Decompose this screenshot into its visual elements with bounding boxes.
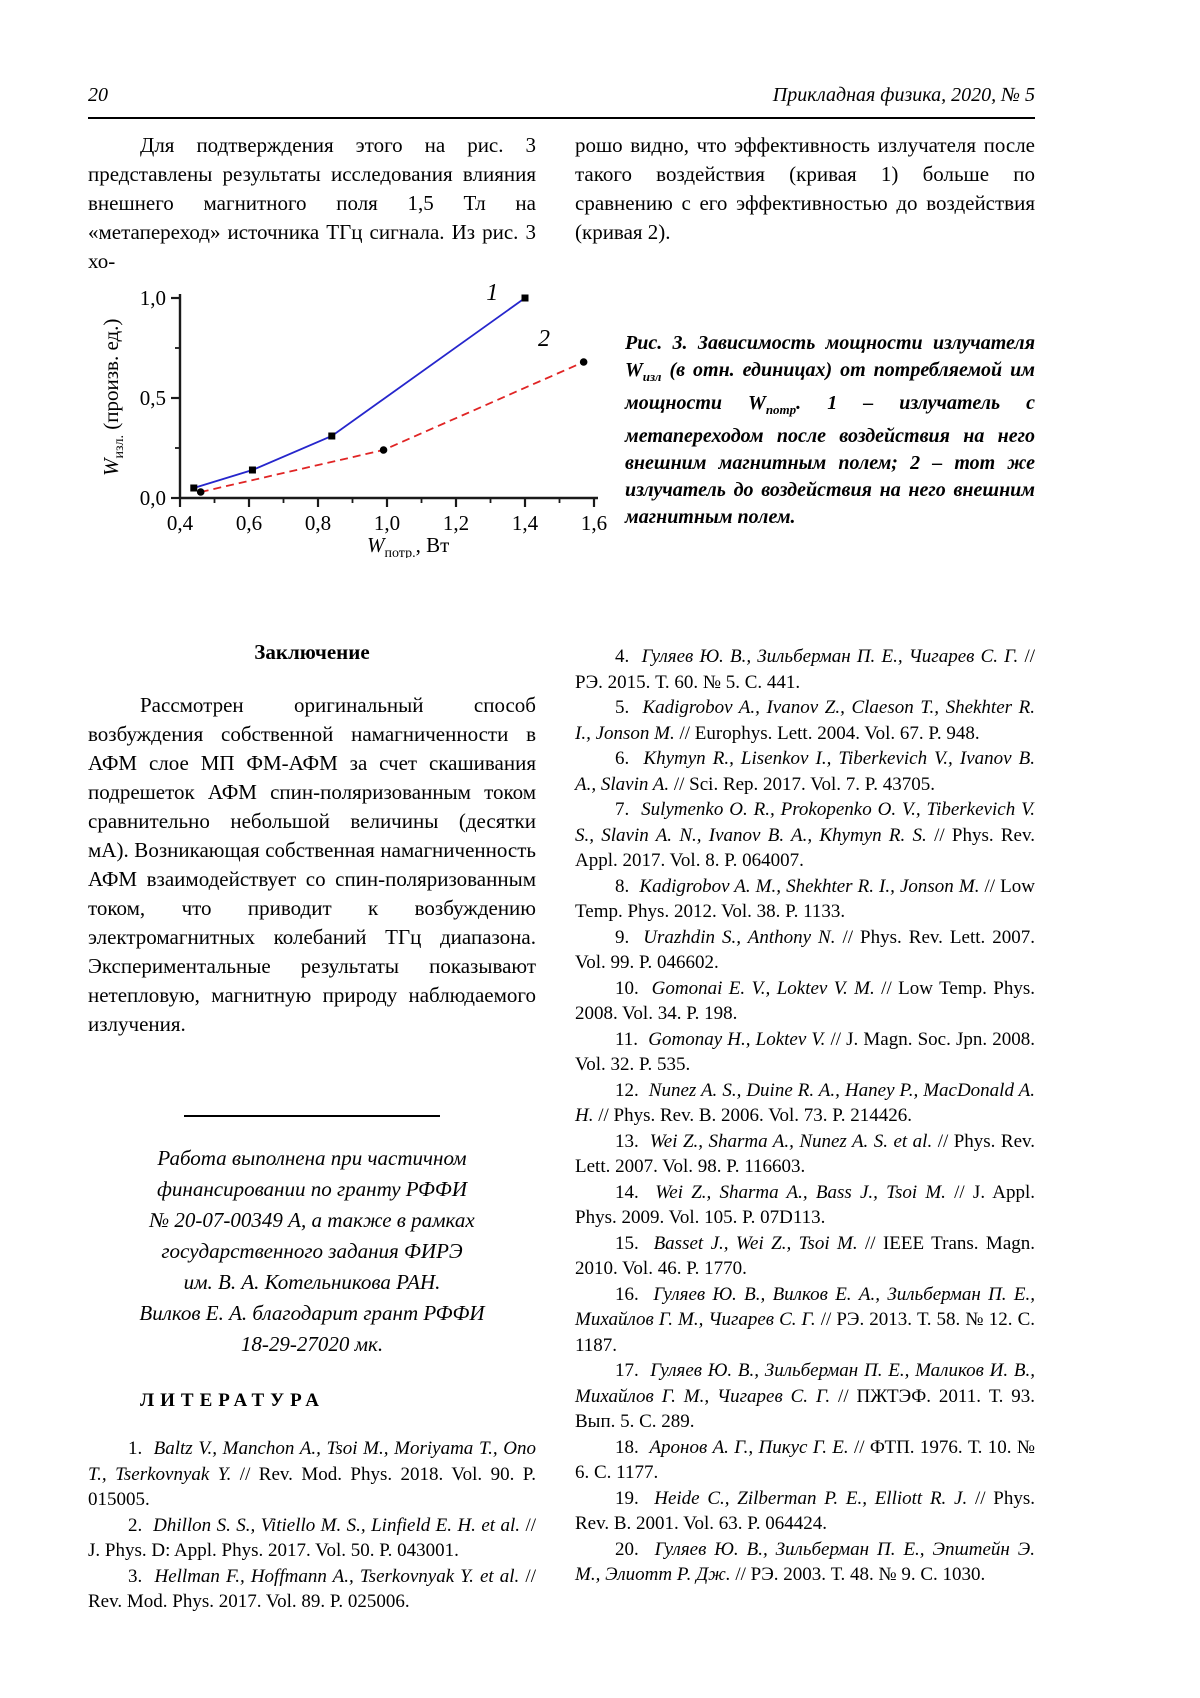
reference-item: 3. Hellman F., Hoffmann A., Tserkovnyak Y. et al. // Rev. Mod. Phys. 2017. Vol. 89. P. 025006. — [88, 1565, 536, 1612]
running-header — [88, 84, 1035, 107]
reference-item: 10. Gomonai E. V., Loktev V. M. // Low Temp. Phys. 2008. Vol. 34. P. 198. — [575, 977, 1036, 1024]
svg-text:1,6: 1,6 — [580, 511, 608, 535]
header-rule — [88, 117, 1035, 119]
intro-section — [88, 131, 1035, 276]
reference-item: 5. Kadigrobov A., Ivanov Z., Claeson T., Shekhter R. I., Jonson M. // Europhys. Lett. 2004. Vol. 67. P. 948. — [575, 697, 1035, 744]
figure-chart — [88, 258, 608, 558]
svg-text:Wпотр., Вт: $W_{потр.}$, Вт — [367, 533, 450, 558]
reference-item: 13. Wei Z., Sharma A., Nunez A. S. et al. // Phys. Rev. Lett. 2007. Vol. 98. P. 116603. — [575, 1130, 1036, 1177]
left-column — [88, 592, 536, 1615]
reference-item: 9. Urazhdin S., Anthony N. // Phys. Rev. Lett. 2007. Vol. 99. P. 046602. — [575, 926, 1036, 973]
page-number: 20 — [88, 84, 108, 106]
conclusion-paragraph: Рассмотрен оригинальный способ возбуждения собственной намагниченности в АФМ слое МП ФМ-АФМ за счет скашивания подрешеток АФМ спин-поляризованным током сравнительно небольшой величины (десятки мА). Возникающая собственная намагниченность АФМ взаимодействует со спин-поляризованным током, что приводит к возбуждению электромагнитных колебаний ТГц диапазона. Экспериментальные результаты показывают нетепловую, магнитную природу наблюдаемого излучения. — [88, 693, 536, 1036]
reference-item: 12. Nunez A. S., Duine R. A., Haney P., MacDonald A. H. // Phys. Rev. B. 2006. Vol. 73. P. 214426. — [575, 1079, 1035, 1126]
reference-item: 19. Heide C., Zilberman P. E., Elliott R. J. // Phys. Rev. B. 2001. Vol. 63. P. 064424. — [575, 1487, 1035, 1534]
svg-text:1,0: 1,0 — [373, 511, 401, 535]
reference-item: 4. Гуляев Ю. В., Зильберман П. Е., Чигарев С. Г. // РЭ. 2015. Т. 60. № 5. С. 441. — [575, 646, 1035, 693]
svg-text:Wизл. (произв. ед.): $W_{изл.}$ (произв. ед.) — [99, 318, 127, 476]
references-left — [88, 1436, 536, 1615]
intro-right-column — [575, 131, 1035, 276]
literature-heading: ЛИТЕРАТУРА — [140, 1390, 326, 1411]
lower-section — [88, 592, 1035, 1615]
svg-text:0,4: 0,4 — [166, 511, 194, 535]
svg-text:0,6: 0,6 — [235, 511, 263, 535]
intro-paragraph-right: рошо видно, что эффективность излучателя после такого воздействия (кривая 1) больше по сравнению с его эффективностью до воздействия (кривая 2). — [575, 133, 1035, 244]
intro-paragraph-left: Для подтверждения этого на рис. 3 представлены результаты исследования влияния внешнего магнитного поля 1,5 Тл на «метапереход» источника ТГц сигнала. Из рис. 3 хо- — [88, 133, 536, 273]
svg-text:1,4: 1,4 — [511, 511, 539, 535]
reference-item: 2. Dhillon S. S., Vitiello M. S., Linfield E. H. et al. // J. Phys. D: Appl. Phys. 2017. Vol. 50. P. 043001. — [88, 1514, 537, 1561]
svg-text:1: 1 — [486, 280, 499, 306]
svg-text:1,2: 1,2 — [442, 511, 470, 535]
reference-item: 14. Wei Z., Sharma A., Bass J., Tsoi M. // J. Appl. Phys. 2009. Vol. 105. P. 07D113. — [575, 1181, 1036, 1228]
reference-item: 16. Гуляев Ю. В., Вилков Е. А., Зильберман П. Е., Михайлов Г. М., Чигарев С. Г. // РЭ. 2013. Т. 58. № 12. С. 1187. — [575, 1283, 1035, 1356]
svg-text:0,5: 0,5 — [139, 386, 166, 410]
reference-item: 1. Baltz V., Manchon A., Tsoi M., Moriyama T., Ono T., Tserkovnyak Y. // Rev. Mod. Phys. 2018. Vol. 90. P. 015005. — [88, 1438, 537, 1510]
svg-text:0,0: 0,0 — [139, 486, 166, 510]
reference-item: 8. Kadigrobov A. M., Shekhter R. I., Jonson M. // Low Temp. Phys. 2012. Vol. 38. P. 1133. — [575, 875, 1035, 922]
svg-text:0,8: 0,8 — [304, 511, 332, 535]
svg-text:1,0: 1,0 — [139, 286, 166, 310]
reference-item: 15. Basset J., Wei Z., Tsoi M. // IEEE Trans. Magn. 2010. Vol. 46. P. 1770. — [575, 1232, 1036, 1279]
references-right — [575, 644, 1035, 1588]
figure-3 — [88, 258, 1035, 558]
reference-item: 18. Аронов А. Г., Пикус Г. Е. // ФТП. 1976. Т. 10. № 6. С. 1177. — [575, 1436, 1036, 1483]
reference-item: 7. Sulymenko O. R., Prokopenko O. V., Tiberkevich V. S., Slavin A. N., Ivanov B. A., Khymyn R. S. // Phys. Rev. Appl. 2017. Vol. 8. P. 064007. — [575, 799, 1036, 871]
conclusion-heading: Заключение — [254, 640, 370, 664]
reference-item: 17. Гуляев Ю. В., Зильберман П. Е., Маликов И. В., Михайлов Г. М., Чигарев С. Г. // ПЖТЭФ. 2011. Т. 93. Вып. 5. С. 289. — [575, 1360, 1036, 1432]
funding-note: Работа выполнена при частичном финансировании по гранту РФФИ № 20-07-00349 А, а также в рамках государственного задания ФИРЭ им. В. А. Котельникова РАН. Вилков Е. А. благодарит грант РФФИ 18-29-27020 мк. — [139, 1146, 485, 1356]
figure-caption: Рис. 3. Зависимость мощности излучателя $W_{изл}$ (в отн. единицах) от потребляемой им мощности $W_{потр}$. 1 – излучатель с метапереходом после воздействия на него внешним магнитным полем; 2 – тот же излучатель до воздействия на него внешним магнитным полем. — [625, 332, 1035, 528]
line-chart — [88, 258, 608, 558]
right-column — [575, 592, 1035, 1615]
reference-item: 20. Гуляев Ю. В., Зильберман П. Е., Эпштейн Э. М., Элиотт Р. Дж. // РЭ. 2003. Т. 48. № 9. С. 1030. — [575, 1538, 1035, 1585]
intro-left-column — [88, 131, 536, 276]
journal-title: Прикладная физика, 2020, № 5 — [772, 84, 1035, 106]
reference-item: 6. Khymyn R., Lisenkov I., Tiberkevich V., Ivanov B. A., Slavin A. // Sci. Rep. 2017. Vol. 7. P. 43705. — [575, 748, 1036, 795]
reference-item: 11. Gomonay H., Loktev V. // J. Magn. Soc. Jpn. 2008. Vol. 32. P. 535. — [575, 1028, 1035, 1075]
svg-text:2: 2 — [537, 326, 550, 352]
funding-separator — [184, 1115, 440, 1117]
